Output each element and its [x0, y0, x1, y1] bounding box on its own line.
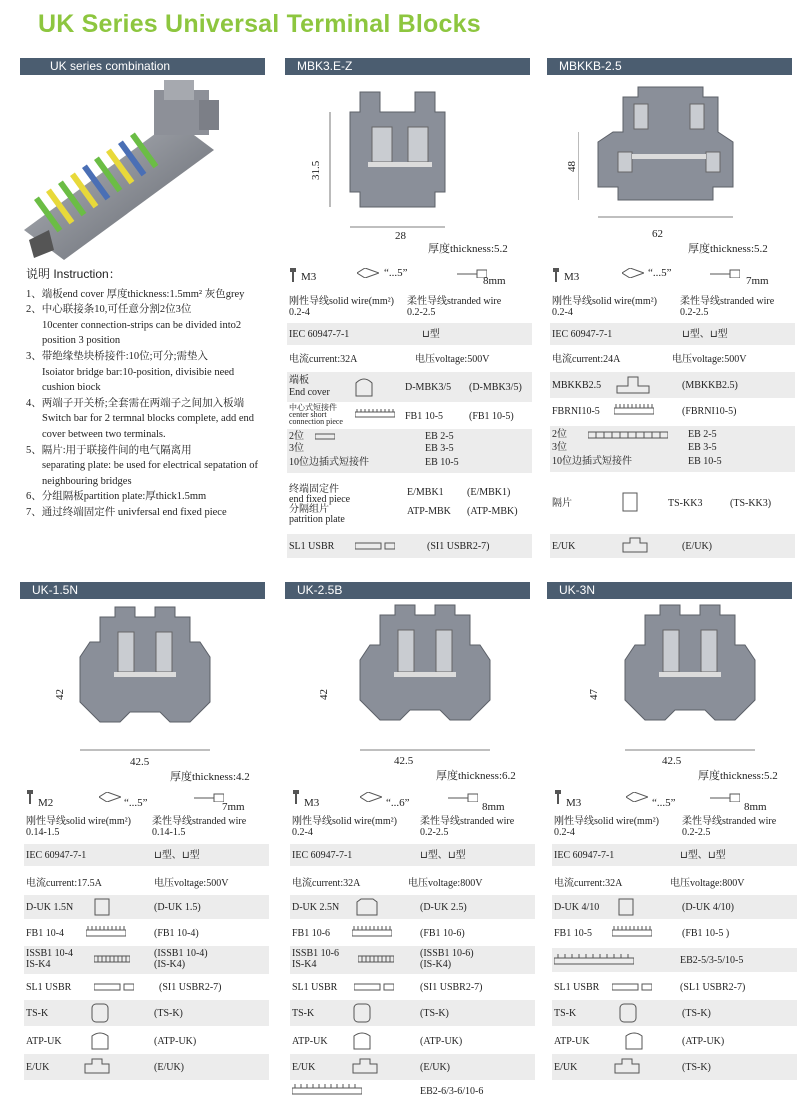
partition-en: patrition plate: [289, 514, 345, 525]
end-bracket-icon: [614, 1058, 640, 1077]
iec-standard: IEC 60947-7-1: [554, 850, 615, 861]
comb-bridge-icon: [612, 926, 652, 941]
end-cover-code-alt: (D-UK 2.5): [420, 902, 467, 913]
rated-current: 电流current:17.5A: [26, 878, 102, 889]
uk15-terminal-drawing: [60, 602, 235, 762]
edge-bridge-icon: [315, 432, 335, 443]
end-cover-code: D-UK 1.5N: [26, 902, 74, 913]
isolator-cushion-code: IS-K4: [292, 959, 317, 970]
switch-bar-code: SL1 USBR: [289, 541, 335, 552]
end-cover-code: D-UK 2.5N: [292, 902, 340, 913]
mbk3-thickness: 厚度thickness:5.2: [428, 243, 508, 255]
uk15-spec-table: [24, 788, 269, 1088]
instruction-line: separating plate: be used for electrical sepatation of: [42, 460, 259, 472]
instruction-line: 2、中心联接条10,可任意分割2位3位: [26, 304, 192, 316]
separator-code: TS-K: [554, 1008, 577, 1019]
separator-code-alt: (TS-K): [682, 1008, 711, 1019]
screw-size: M3: [566, 797, 582, 809]
bridge-code-alt: (FB1 10-4): [154, 928, 199, 939]
eb10-code: EB 10-5: [688, 456, 722, 467]
stranded-wire-value: 0.2-2.5: [682, 827, 711, 838]
section-header-mbk3: MBK3.E-Z: [285, 58, 530, 75]
separator-icon: [618, 1003, 638, 1026]
switch-bar-code-alt: (SI1 USBR2-7): [427, 541, 490, 552]
partition-code-alt: (ATP-UK): [682, 1036, 725, 1047]
uk25-width-dim: 42.5: [394, 755, 414, 767]
bridge-code-alt: (FBRNI10-5): [682, 406, 737, 417]
separator-code-alt: (TS-K): [154, 1008, 183, 1019]
uk25-spec-table: [290, 788, 535, 1100]
pos3-label: 3位: [552, 442, 567, 453]
wire-icon: [448, 792, 478, 805]
end-bracket-code-alt: (TS-K): [682, 1062, 711, 1073]
partition-code: ATP-UK: [26, 1036, 62, 1047]
eb10-code: EB 10-5: [425, 457, 459, 468]
uk3-thickness: 厚度thickness:5.2: [698, 770, 778, 782]
comb-bridge-icon: [86, 926, 126, 941]
partition-cn: 分隔组片: [289, 504, 329, 515]
wire-icon: [710, 792, 740, 805]
rated-current: 电流current:32A: [554, 878, 623, 889]
strip-length: “...5”: [652, 797, 676, 809]
stranded-wire-label: 柔性导线stranded wire: [407, 296, 502, 307]
screw-size: M2: [38, 797, 54, 809]
instruction-title: 说明 Instruction：: [26, 267, 121, 281]
iec-standard: IEC 60947-7-1: [289, 329, 350, 340]
pos3-label: 3位: [289, 443, 304, 454]
instruction-line: position 3 position: [42, 335, 121, 347]
section-header-combo: UK series combination: [20, 58, 265, 75]
separator-code: TS-KK3: [668, 498, 703, 509]
instruction-line: Switch bar for 2 termnal blocks complete, add end: [42, 413, 254, 425]
bridge-code: FB1 10-4: [26, 928, 65, 939]
partition-code: ATP-MBK: [407, 506, 451, 517]
strip-tool-icon: [99, 792, 121, 805]
part-code: MBKKB2.5: [552, 380, 602, 391]
mbkkb-spec-table: [550, 266, 795, 561]
strip-mm: 8mm: [744, 801, 767, 813]
section-header-uk15: UK-1.5N: [20, 582, 265, 599]
center-short-code-alt: (FB1 10-5): [469, 411, 514, 422]
stranded-wire-label: 柔性导线stranded wire: [420, 816, 515, 827]
section-header-mbkkb: MBKKB-2.5: [547, 58, 792, 75]
section-header-uk3: UK-3N: [547, 582, 792, 599]
uk25-terminal-drawing: [340, 600, 515, 760]
uk15-height-dim: 42: [54, 689, 66, 700]
stranded-wire-label: 柔性导线stranded wire: [152, 816, 247, 827]
uk15-thickness: 厚度thickness:4.2: [170, 771, 250, 783]
switch-bar-code-alt: (SI1 USBR2-7): [159, 982, 222, 993]
instruction-line: cushion biock: [42, 382, 101, 394]
switch-bar-code-alt: (SL1 USBR2-7): [680, 982, 746, 993]
mbkkb-width-dim: 62: [652, 228, 663, 240]
stranded-wire-value: 0.2-2.5: [680, 307, 709, 318]
instruction-line: Isoiator bridge bar:10-position, divisibie need: [42, 366, 235, 378]
partition-code-alt: (ATP-UK): [420, 1036, 463, 1047]
rated-current: 电流current:24A: [552, 354, 621, 365]
comb-bridge-icon: [352, 926, 392, 941]
solid-wire-label: 刚性导线solid wire(mm²): [292, 816, 397, 827]
rated-voltage: 电压voltage:800V: [408, 878, 483, 889]
partition-code: ATP-UK: [292, 1036, 328, 1047]
strip-length: “...5”: [384, 267, 408, 279]
rail-type: ⊔型、⊔型: [682, 329, 728, 340]
end-bracket-icon: [352, 1058, 378, 1077]
end-cover-code: D-UK 4/10: [554, 902, 600, 913]
center-short-code: FB1 10-5: [405, 411, 444, 422]
end-cover-code-alt: (D-MBK3/5): [469, 382, 522, 393]
end-bracket-icon: [622, 537, 648, 556]
separator-icon: [622, 492, 638, 515]
solid-wire-label: 刚性导线solid wire(mm²): [26, 816, 131, 827]
partition-code: ATP-UK: [554, 1036, 590, 1047]
end-cover-code-alt: (D-UK 1.5): [154, 902, 201, 913]
switch-bar-icon: [612, 982, 652, 995]
end-cover-icon: [616, 898, 636, 919]
strip-mm: 7mm: [222, 801, 245, 813]
uk25-height-dim: 42: [318, 689, 330, 700]
stranded-wire-label: 柔性导线stranded wire: [680, 296, 775, 307]
switch-bar-code-alt: (SI1 USBR2-7): [420, 982, 483, 993]
strip-length: “...5”: [124, 797, 148, 809]
isolator-code: ISSB1 10-6: [292, 948, 339, 959]
isolator-code-alt: (ISSB1 10-6): [420, 948, 474, 959]
edge-bridge-icon: [588, 430, 668, 443]
uk25-thickness: 厚度thickness:6.2: [436, 770, 516, 782]
instruction-line: 3、带绝缘垫块桥接件:10位;可分;需垫入: [26, 350, 209, 362]
center-short-cn: 中心式短接件: [289, 403, 337, 412]
separator-code: TS-K: [292, 1008, 315, 1019]
rail-type: ⊔型、⊔型: [680, 850, 726, 861]
isolator-cushion-code-alt: (IS-K4): [154, 959, 186, 970]
mbk3-width-dim: 28: [395, 230, 406, 242]
end-bracket-icon: [84, 1058, 110, 1077]
end-fixed-cn: 终端固定件: [289, 484, 339, 495]
pos2-label: 2位: [289, 431, 304, 442]
instruction-line: cover between two terminals.: [42, 428, 166, 440]
switch-bar-icon: [354, 982, 394, 995]
separator-code-alt: (TS-KK3): [730, 498, 772, 509]
bridge-code: FB1 10-6: [292, 928, 331, 939]
rated-current: 电流current:32A: [289, 354, 358, 365]
strip-mm: 8mm: [482, 801, 505, 813]
center-short-en: center short: [289, 410, 327, 419]
solid-wire-value: 0.2-4: [552, 307, 573, 318]
instruction-line: 7、通过终端固定件 univfersal end fixed piece: [26, 506, 227, 518]
wire-icon: [710, 268, 740, 281]
partition-plate-icon: [624, 1032, 644, 1053]
edge-bridge-icon: [554, 954, 634, 969]
strip-length: “...5”: [648, 267, 672, 279]
rated-voltage: 电压voltage:500V: [672, 354, 747, 365]
partition-plate-icon: [90, 1032, 110, 1053]
strip-tool-icon: [357, 268, 379, 281]
end-cover-icon: [356, 898, 378, 919]
end-cover-code: D-MBK3/5: [405, 382, 452, 393]
isolator-cushion-code-alt: (IS-K4): [420, 959, 452, 970]
comb-bridge-icon: [614, 404, 654, 419]
end-cover-icon: [92, 898, 112, 919]
strip-length: “...6”: [386, 797, 410, 809]
page-title: UK Series Universal Terminal Blocks: [38, 10, 481, 38]
mbkkb-height-dim: 48: [566, 161, 578, 172]
strip-mm: 7mm: [746, 275, 769, 287]
mbkkb-thickness: 厚度thickness:5.2: [688, 243, 768, 255]
screw-icon: [26, 790, 34, 807]
end-bracket-code-alt: (E/UK): [420, 1062, 450, 1073]
part-code-alt: (MBKKB2.5): [682, 380, 738, 391]
stranded-wire-label: 柔性导线stranded wire: [682, 816, 777, 827]
separator-label: 隔片: [552, 498, 572, 509]
end-cover-en: End cover: [289, 387, 330, 398]
rated-voltage: 电压voltage:800V: [670, 878, 745, 889]
end-bracket-code-alt: (E/UK): [682, 541, 712, 552]
partition-plate-icon: [352, 1032, 372, 1053]
separator-code-alt: (TS-K): [420, 1008, 449, 1019]
instruction-line: neighbouring bridges: [42, 475, 132, 487]
instruction-line: 6、分组隔板partition plate:厚thick1.5mm: [26, 491, 207, 503]
end-bracket-code: E/UK: [292, 1062, 316, 1073]
screw-icon: [554, 790, 562, 807]
eb2-code: EB 2-5: [688, 429, 717, 440]
rated-current: 电流current:32A: [292, 878, 361, 889]
isolator-bridge-icon: [94, 954, 130, 967]
end-cover-code-alt: (D-UK 4/10): [682, 902, 734, 913]
bridge-code: FB1 10-5: [554, 928, 593, 939]
iec-standard: IEC 60947-7-1: [552, 329, 613, 340]
solid-wire-value: 0.14-1.5: [26, 827, 60, 838]
instruction-line: 1、端板end cover 厚度thickness:1.5mm² 灰色grey: [26, 288, 245, 300]
strip-tool-icon: [622, 268, 644, 281]
strip-mm: 8mm: [483, 275, 506, 287]
end-fixed-code: E/MBK1: [407, 487, 444, 498]
edge-bridge-icon: [292, 1084, 362, 1099]
section-header-uk25: UK-2.5B: [285, 582, 530, 599]
rail-type: ⊔型: [422, 329, 440, 340]
switch-bar-code: SL1 USBR: [26, 982, 72, 993]
partition-code-alt: (ATP-MBK): [467, 506, 518, 517]
switch-bar-icon: [355, 541, 395, 554]
end-fixed-code-alt: (E/MBK1): [467, 487, 511, 498]
strip-tool-icon: [626, 792, 648, 805]
comb-bridge-icon: [355, 409, 395, 422]
pos2-label: 2位: [552, 429, 567, 440]
solid-wire-label: 刚性导线solid wire(mm²): [554, 816, 659, 827]
uk15-width-dim: 42.5: [130, 756, 150, 768]
spec-row-wire: [287, 266, 532, 296]
mbk3-height-dim: 31.5: [310, 160, 322, 180]
combination-assembly-image: [24, 80, 269, 260]
screw-size: M3: [301, 271, 317, 283]
strip-tool-icon: [360, 792, 382, 805]
rated-voltage: 电压voltage:500V: [415, 354, 490, 365]
eb3-code: EB 3-5: [688, 442, 717, 453]
instruction-line: 4、两端子开关桥;全套需在两端子之间加入板端: [26, 397, 245, 409]
edge-bridge-code: EB2-6/3-6/10-6: [420, 1086, 484, 1097]
end-cover-cn: 端板: [289, 375, 309, 386]
solid-wire-label: 刚性导线solid wire(mm²): [289, 296, 394, 307]
stranded-wire-value: 0.2-2.5: [420, 827, 449, 838]
wire-icon: [194, 792, 224, 805]
solid-wire-value: 0.2-4: [554, 827, 575, 838]
edge-bridge-code: EB2-5/3-5/10-5: [680, 955, 744, 966]
bridge-code-alt: (FB1 10-5 ): [682, 928, 730, 939]
isolator-cushion-code: IS-K4: [26, 959, 51, 970]
switch-bar-code: SL1 USBR: [292, 982, 338, 993]
eb3-code: EB 3-5: [425, 443, 454, 454]
uk3-spec-table: [552, 788, 797, 1088]
iec-standard: IEC 60947-7-1: [26, 850, 87, 861]
bridge-code-alt: (FB1 10-6): [420, 928, 465, 939]
rated-voltage: 电压voltage:500V: [154, 878, 229, 889]
isolator-code: ISSB1 10-4: [26, 948, 73, 959]
screw-size: M3: [564, 271, 580, 283]
end-bracket-code: E/UK: [554, 1062, 578, 1073]
end-bracket-code: E/UK: [552, 541, 576, 552]
mbk3-terminal-drawing: [320, 82, 480, 242]
uk3-height-dim: 47: [588, 689, 600, 700]
solid-wire-label: 刚性导线solid wire(mm²): [552, 296, 657, 307]
bridge-code: FBRNI10-5: [552, 406, 600, 417]
instruction-line: 10center connection-strips can be divided into2: [42, 319, 242, 331]
separator-icon: [352, 1003, 372, 1026]
mbkkb-terminal-drawing: [578, 82, 748, 222]
eb2-code: EB 2-5: [425, 431, 454, 442]
mbk3-spec-table: [287, 266, 532, 561]
isolator-bridge-icon: [358, 954, 394, 967]
end-cover-icon: [355, 377, 373, 400]
isolator-code-alt: (ISSB1 10-4): [154, 948, 208, 959]
separator-code: TS-K: [26, 1008, 49, 1019]
rail-type: ⊔型、⊔型: [420, 850, 466, 861]
end-bracket-code: E/UK: [26, 1062, 50, 1073]
screw-icon: [292, 790, 300, 807]
partition-code-alt: (ATP-UK): [154, 1036, 197, 1047]
switch-bar-icon: [94, 982, 134, 995]
end-bracket-code-alt: (E/UK): [154, 1062, 184, 1073]
instruction-list: [26, 267, 276, 521]
screw-icon: [552, 268, 560, 285]
solid-wire-value: 0.2-4: [289, 307, 310, 318]
instruction-line: 5、隔片:用于联接件间的电气隔离用: [26, 444, 192, 456]
switch-bar-code: SL1 USBR: [554, 982, 600, 993]
pos10-label: 10位边插式短接件: [289, 457, 369, 468]
screw-size: M3: [304, 797, 320, 809]
rail-type: ⊔型、⊔型: [154, 850, 200, 861]
stranded-wire-value: 0.2-2.5: [407, 307, 436, 318]
uk3-terminal-drawing: [605, 600, 780, 760]
separator-icon: [90, 1003, 110, 1026]
center-short-en2: connection piece: [289, 417, 343, 426]
stranded-wire-value: 0.14-1.5: [152, 827, 186, 838]
solid-wire-value: 0.2-4: [292, 827, 313, 838]
iec-standard: IEC 60947-7-1: [292, 850, 353, 861]
end-fixed-en: end fixed piece: [289, 494, 351, 505]
end-plate-icon: [616, 376, 650, 397]
uk3-width-dim: 42.5: [662, 755, 682, 767]
pos10-label: 10位边插式短接件: [552, 456, 632, 467]
screw-icon: [289, 268, 297, 285]
